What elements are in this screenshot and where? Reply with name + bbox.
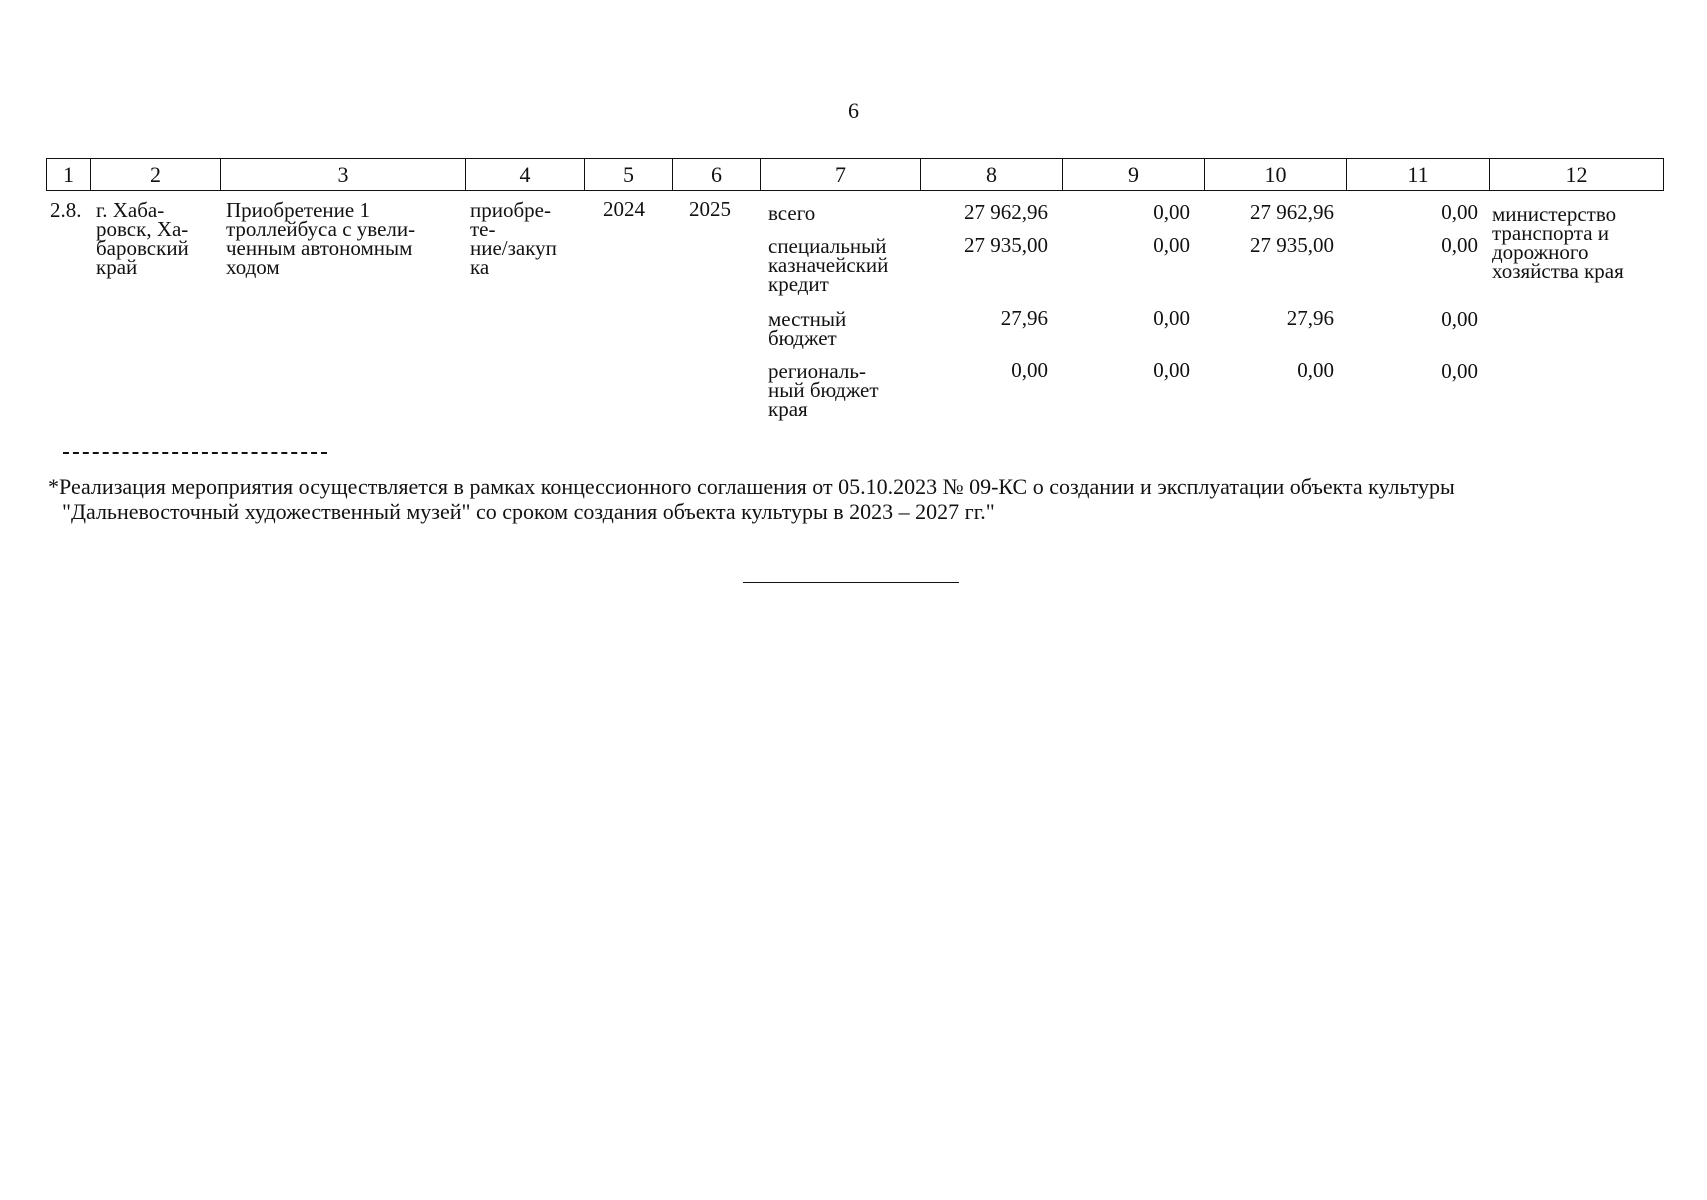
activity-type-line: те- (470, 217, 496, 241)
end-divider (743, 582, 959, 583)
responsible-line: транспорта и (1492, 221, 1610, 245)
activity-name-cell (226, 198, 416, 279)
column-header-10: 10 (1205, 159, 1347, 191)
location-line: г. Хаба- (96, 198, 165, 222)
value-col9: 0,00 (1153, 306, 1190, 330)
start-year: 2024 (603, 197, 645, 221)
column-header-7: 7 (761, 159, 921, 191)
activity-type-line: ние/закуп (470, 236, 557, 260)
funding-source-line: казначейский (768, 253, 889, 277)
responsible-line: дорожного (1492, 240, 1589, 264)
row-number: 2.8. (50, 198, 82, 222)
value-col8: 0,00 (1011, 358, 1048, 382)
value-col8: 27,96 (1000, 306, 1048, 330)
value-col9: 0,00 (1153, 358, 1190, 382)
value-col11: 0,00 (1441, 233, 1478, 257)
footnote-separator (63, 452, 327, 454)
funding-source-line: ный бюджет (768, 378, 879, 402)
responsible-cell (1492, 202, 1624, 283)
funding-source-line: всего (768, 201, 816, 225)
funding-source-line: края (768, 397, 808, 421)
footnote (48, 474, 1668, 524)
column-header-11: 11 (1347, 159, 1490, 191)
column-header-12: 12 (1490, 159, 1664, 191)
activity-name-line: Приобретение 1 (226, 198, 370, 222)
column-header-4: 4 (466, 159, 585, 191)
funding-source-label (768, 307, 847, 350)
page-number: 6 (848, 98, 859, 123)
activity-type-line: ка (470, 255, 490, 279)
footnote-line: "Дальневосточный художественный музей" со сроком создания объекта культуры в 2023 – 2027 гг." (62, 499, 995, 524)
activity-name-line: ходом (226, 255, 280, 279)
location-cell (96, 198, 189, 279)
activity-name-line: ченным автономным (226, 236, 413, 260)
value-col10: 0,00 (1297, 358, 1334, 382)
funding-source-label (768, 359, 879, 421)
column-header-9: 9 (1063, 159, 1205, 191)
value-col9: 0,00 (1153, 200, 1190, 224)
column-header-1: 1 (47, 159, 91, 191)
activity-name-line: троллейбуса с увели- (226, 217, 416, 241)
funding-source-line: местный (768, 307, 847, 331)
column-header-8: 8 (921, 159, 1063, 191)
footnote-line: *Реализация мероприятия осуществляется в рамках концессионного соглашения от 05.10.2023 № 09-КС о создании и эксплуатации объекта культуры (48, 474, 1455, 499)
responsible-line: хозяйства края (1492, 259, 1624, 283)
end-year: 2025 (689, 197, 731, 221)
funding-source-label (768, 234, 889, 296)
value-col11: 0,00 (1441, 359, 1478, 383)
value-col11: 0,00 (1441, 200, 1478, 224)
activity-type-line: приобре- (470, 198, 551, 222)
responsible-line: министерство (1492, 202, 1617, 226)
value-col10: 27 935,00 (1250, 233, 1334, 257)
funding-source-label (768, 201, 816, 225)
column-header-5: 5 (585, 159, 673, 191)
value-col9: 0,00 (1153, 233, 1190, 257)
value-col8: 27 962,96 (964, 200, 1048, 224)
location-line: край (96, 255, 138, 279)
activity-type-cell (470, 198, 557, 279)
funding-source-line: региональ- (768, 359, 866, 383)
column-header-3: 3 (221, 159, 466, 191)
funding-source-line: специальный (768, 234, 887, 258)
value-col8: 27 935,00 (964, 233, 1048, 257)
location-line: ровск, Ха- (96, 217, 189, 241)
value-col10: 27,96 (1286, 306, 1334, 330)
value-col11: 0,00 (1441, 307, 1478, 331)
funding-source-line: кредит (768, 272, 829, 296)
funding-source-line: бюджет (768, 326, 837, 350)
column-header-6: 6 (673, 159, 761, 191)
column-header-2: 2 (91, 159, 221, 191)
location-line: баровский (96, 236, 189, 260)
value-col10: 27 962,96 (1250, 200, 1334, 224)
column-number-header (46, 158, 1664, 191)
